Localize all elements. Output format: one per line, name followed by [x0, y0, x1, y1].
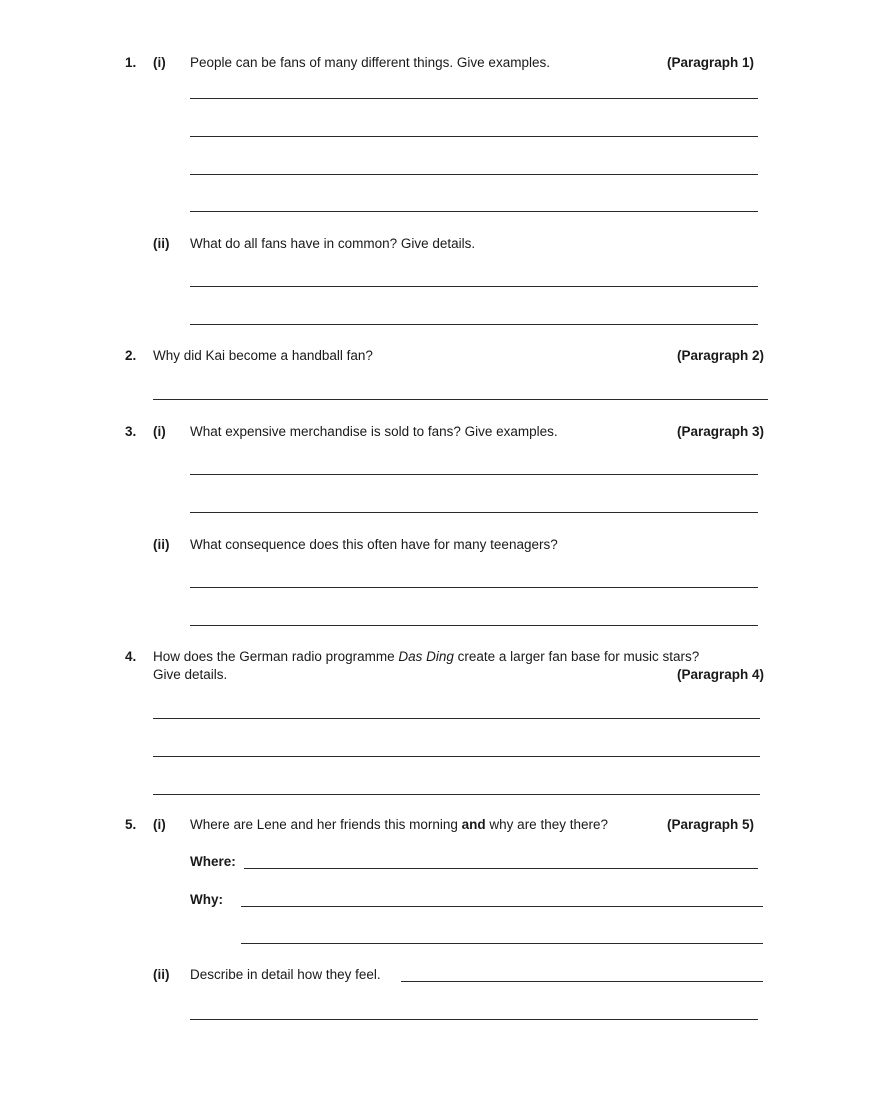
where-label: Where:	[190, 854, 236, 869]
subquestion-label: (ii)	[153, 967, 170, 982]
answer-line[interactable]	[153, 399, 768, 400]
why-label: Why:	[190, 892, 223, 907]
question-text: What expensive merchandise is sold to fans? Give examples.	[190, 424, 558, 439]
paragraph-reference: (Paragraph 3)	[677, 424, 765, 439]
question-text: What consequence does this often have for many teenagers?	[190, 537, 558, 552]
question-text-emphasis: and	[461, 817, 486, 832]
answer-line[interactable]	[190, 474, 758, 475]
question-number: 5.	[125, 817, 137, 832]
answer-line[interactable]	[153, 718, 760, 719]
question-text	[153, 649, 699, 664]
question-text-part: why are they there?	[485, 817, 608, 832]
answer-line[interactable]	[190, 587, 758, 588]
paragraph-reference: (Paragraph 5)	[667, 817, 755, 832]
where-answer-line[interactable]	[244, 868, 758, 869]
question-text: Describe in detail how they feel.	[190, 967, 381, 982]
question-text: People can be fans of many different things. Give examples.	[190, 55, 550, 70]
subquestion-label: (i)	[153, 424, 166, 439]
question-text	[190, 817, 608, 832]
paragraph-reference: (Paragraph 2)	[677, 348, 765, 363]
question-text: What do all fans have in common? Give details.	[190, 236, 476, 251]
question-number: 4.	[125, 649, 137, 664]
answer-line[interactable]	[190, 1019, 758, 1020]
question-text-line2: Give details.	[153, 667, 228, 682]
subquestion-label: (ii)	[153, 236, 170, 251]
why-answer-line[interactable]	[241, 943, 763, 944]
answer-line[interactable]	[190, 324, 758, 325]
answer-line[interactable]	[153, 794, 760, 795]
answer-line[interactable]	[190, 136, 758, 137]
question-number: 2.	[125, 348, 137, 363]
question-text-part: create a larger fan base for music stars?	[453, 649, 700, 664]
question-text-part: How does the German radio programme	[153, 649, 399, 664]
programme-title: Das Ding	[398, 649, 454, 664]
question-text-part: Where are Lene and her friends this morning	[190, 817, 462, 832]
answer-line[interactable]	[190, 98, 758, 99]
subquestion-label: (i)	[153, 55, 166, 70]
question-text: Why did Kai become a handball fan?	[153, 348, 373, 363]
question-number: 3.	[125, 424, 137, 439]
why-answer-line[interactable]	[241, 906, 763, 907]
subquestion-label: (i)	[153, 817, 166, 832]
paragraph-reference: (Paragraph 4)	[677, 667, 765, 682]
answer-line[interactable]	[190, 286, 758, 287]
answer-line[interactable]	[401, 981, 763, 982]
answer-line[interactable]	[190, 211, 758, 212]
answer-line[interactable]	[190, 625, 758, 626]
subquestion-label: (ii)	[153, 537, 170, 552]
answer-line[interactable]	[190, 174, 758, 175]
question-number: 1.	[125, 55, 137, 70]
answer-line[interactable]	[190, 512, 758, 513]
paragraph-reference: (Paragraph 1)	[667, 55, 755, 70]
answer-line[interactable]	[153, 756, 760, 757]
